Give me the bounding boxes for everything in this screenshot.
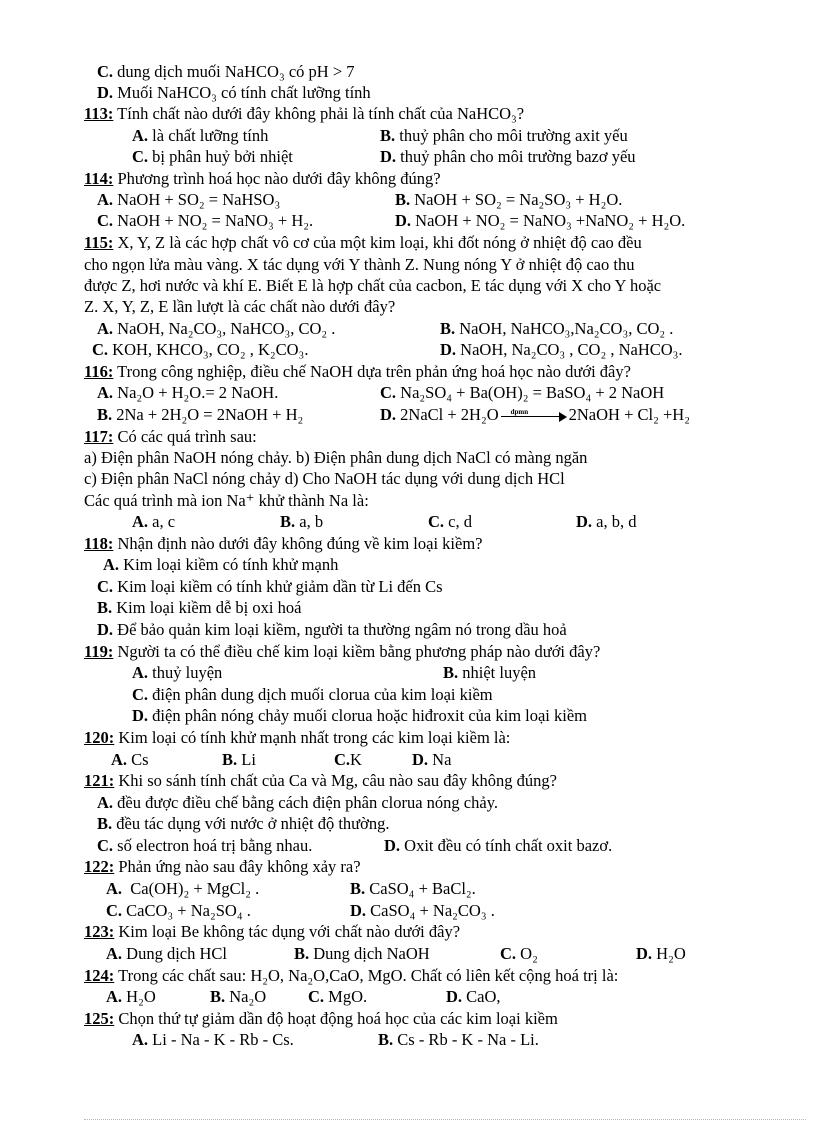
option-d: D. thuỷ phân cho môi trường bazơ yếu	[380, 147, 636, 166]
option-c: C. MgO.	[308, 987, 368, 1006]
option-d: D. NaOH, Na₂CO₃ , CO₂ , NaHCO₃.	[440, 340, 683, 359]
option-d: D. a, b, d	[576, 512, 637, 531]
question-text: Z. X, Y, Z, E lần lượt là các chất nào dưới đây?	[84, 297, 396, 316]
option-a: A. Li - Na - K - Rb - Cs.	[132, 1030, 294, 1049]
option-d: D. NaOH + NO₂ = NaNO₃ +NaNO₂ + H₂O.	[395, 211, 686, 230]
option-c: C. NaOH + NO₂ = NaNO₃ + H₂.	[97, 211, 314, 230]
question-124: 124: Trong các chất sau: H₂O, Na₂O,CaO, MgO. Chất có liên kết cộng hoá trị là:	[84, 966, 619, 985]
option-c: C.K	[334, 750, 362, 769]
option-b: B. CaSO₄ + BaCl₂.	[350, 879, 476, 898]
option-b: B. NaOH, NaHCO₃,Na₂CO₃, CO₂ .	[440, 319, 674, 338]
option-a: A. a, c	[132, 512, 176, 531]
option-c: C. c, d	[428, 512, 472, 531]
question-118: 118: Nhận định nào dưới đây không đúng về kim loại kiềm?	[84, 534, 483, 553]
option-a: A. đều được điều chế bằng cách điện phân clorua nóng chảy.	[97, 793, 498, 812]
option-b: B. a, b	[280, 512, 324, 531]
question-text: được Z, hơi nước và khí E. Biết E là hợp chất của cacbon, E tác dụng với X cho Y hoặc	[84, 276, 662, 295]
option-a: A. NaOH + SO₂ = NaHSO₃	[97, 190, 281, 209]
option-b: B. đều tác dụng với nước ở nhiệt độ thường.	[97, 814, 390, 833]
option-c: C. Kim loại kiềm có tính khử giảm dần từ Li đến Cs	[97, 577, 443, 596]
option-c: C. KOH, KHCO₃, CO₂ , K₂CO₃.	[92, 340, 309, 359]
option-c: C. bị phân huỷ bởi nhiệt	[132, 147, 293, 166]
option-a: A. H₂O	[106, 987, 156, 1006]
question-114: 114: Phương trình hoá học nào dưới đây không đúng?	[84, 169, 441, 188]
process-list-line: a) Điện phân NaOH nóng chảy. b) Điện phân dung dịch NaCl có màng ngăn	[84, 448, 588, 467]
option-c: C. CaCO₃ + Na₂SO₄ .	[106, 901, 251, 920]
option-d: D. Na	[412, 750, 452, 769]
option-b: B. Kim loại kiềm dễ bị oxi hoá	[97, 598, 302, 617]
reaction-arrow-icon: dpmn	[501, 410, 567, 422]
question-115: 115: X, Y, Z là các hợp chất vô cơ của một kim loại, khi đốt nóng ở nhiệt độ cao đều	[84, 233, 642, 252]
question-123: 123: Kim loại Be không tác dụng với chất nào dưới đây?	[84, 922, 461, 941]
option-d: D. Để bảo quản kim loại kiềm, người ta thường ngâm nó trong dầu hoả	[97, 620, 567, 639]
question-125: 125: Chọn thứ tự giảm dần độ hoạt động hoá học của các kim loại kiềm	[84, 1009, 558, 1028]
option-d: D. Oxit đều có tính chất oxit bazơ.	[384, 836, 613, 855]
option-b: B. thuỷ phân cho môi trường axit yếu	[380, 126, 628, 145]
option-b: B. nhiệt luyện	[443, 663, 537, 682]
option-c: C. Na₂SO₄ + Ba(OH)₂ = BaSO₄ + 2 NaOH	[380, 383, 665, 402]
option-d: D. H₂O	[636, 944, 686, 963]
option-a: A. thuỷ luyện	[132, 663, 223, 682]
option-d: D. điện phân nóng chảy muối clorua hoặc hiđroxit của kim loại kiềm	[132, 706, 588, 725]
option-a: A. Kim loại kiềm có tính khử mạnh	[103, 555, 339, 574]
option-a: A. Ca(OH)₂ + MgCl₂ .	[106, 879, 260, 898]
question-119: 119: Người ta có thể điều chế kim loại kiềm bằng phương pháp nào dưới đây?	[84, 642, 601, 661]
option-d: D. 2NaCl + 2H₂O dpmn 2NaOH + Cl₂ +H₂	[380, 405, 690, 424]
option-d: D. CaSO₄ + Na₂CO₃ .	[350, 901, 495, 920]
page-bottom-rule	[84, 1119, 806, 1120]
option-b: B. Cs - Rb - K - Na - Li.	[378, 1030, 539, 1049]
option-d: D. CaO,	[446, 987, 501, 1006]
question-116: 116: Trong công nghiệp, điều chế NaOH dựa trên phản ứng hoá học nào dưới đây?	[84, 362, 631, 381]
option-a: A. Cs	[111, 750, 149, 769]
option-c: C. dung dịch muối NaHCO₃ có pH > 7	[97, 62, 355, 81]
question-text: Các quá trình mà ion Na⁺ khử thành Na là:	[84, 491, 369, 510]
option-b: B. NaOH + SO₂ = Na₂SO₃ + H₂O.	[395, 190, 623, 209]
option-c: C. điện phân dung dịch muối clorua của kim loại kiềm	[132, 685, 493, 704]
option-d: D. Muối NaHCO₃ có tính chất lưỡng tính	[97, 83, 371, 102]
option-b: B. Li	[222, 750, 256, 769]
question-121: 121: Khi so sánh tính chất của Ca và Mg, câu nào sau đây không đúng?	[84, 771, 557, 790]
option-c: C. số electron hoá trị bằng nhau.	[97, 836, 313, 855]
option-b: B. Dung dịch NaOH	[294, 944, 430, 963]
option-a: A. là chất lưỡng tính	[132, 126, 269, 145]
option-b: B. Na₂O	[210, 987, 267, 1006]
question-113: 113: Tính chất nào dưới đây không phải là tính chất của NaHCO₃?	[84, 104, 525, 123]
process-list-line: c) Điện phân NaCl nóng chảy d) Cho NaOH tác dụng với dung dịch HCl	[84, 469, 565, 488]
question-text: cho ngọn lửa màu vàng. X tác dụng với Y thành Z. Nung nóng Y ở nhiệt độ cao thu	[84, 255, 635, 274]
option-a: A. Dung dịch HCl	[106, 944, 228, 963]
question-122: 122: Phản ứng nào sau đây không xảy ra?	[84, 857, 361, 876]
option-a: A. NaOH, Na₂CO₃, NaHCO₃, CO₂ .	[97, 319, 336, 338]
option-b: B. 2Na + 2H₂O = 2NaOH + H₂	[97, 405, 304, 424]
option-c: C. O₂	[500, 944, 538, 963]
question-117: 117: Có các quá trình sau:	[84, 427, 257, 446]
question-120: 120: Kim loại có tính khử mạnh nhất trong các kim loại kiềm là:	[84, 728, 511, 747]
option-a: A. Na₂O + H₂O.= 2 NaOH.	[97, 383, 279, 402]
